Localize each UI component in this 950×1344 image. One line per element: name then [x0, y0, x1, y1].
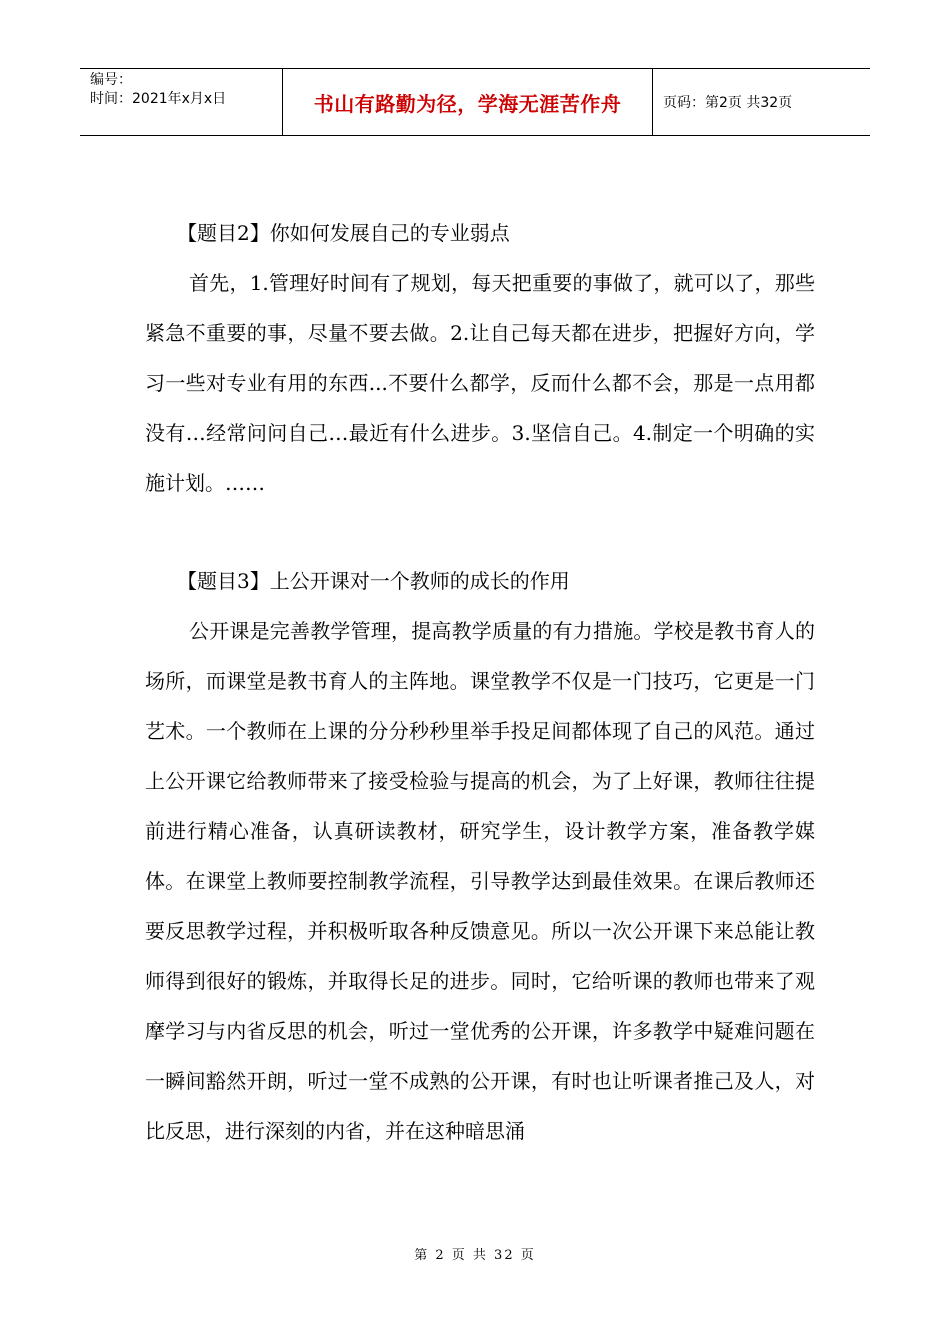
section-spacer	[145, 508, 815, 556]
section-body-3: 公开课是完善教学管理，提高教学质量的有力措施。学校是教书育人的场所，而课堂是教书育人的主阵地。课堂教学不仅是一门技巧，它更是一门艺术。一个教师在上课的分分秒秒里举手投足间都体现了自己的风范。通过上公开课它给教师带来了接受检验与提高的机会，为了上好课，教师往往提前进行精心准备，认真研读教材，研究学生，设计教学方案，准备教学媒体。在课堂上教师要控制教学流程，引导教学达到最佳效果。在课后教师还要反思教学过程，并积极听取各种反馈意见。所以一次公开课下来总能让教师得到很好的锻炼，并取得长足的进步。同时，它给听课的教师也带来了观摩学习与内省反思的机会，听过一堂优秀的公开课，许多教学中疑难问题在一瞬间豁然开朗，听过一堂不成熟的公开课，有时也让听课者推己及人，对比反思，进行深刻的内省，并在这种暗思涌	[145, 619, 815, 1143]
page-footer: 第 2 页 共 32 页	[414, 1248, 536, 1263]
document-header	[80, 68, 870, 136]
section-title-3: 【题目3】上公开课对一个教师的成长的作用	[177, 569, 570, 593]
header-meta	[80, 69, 283, 135]
section-title-2: 【题目2】你如何发展自己的专业弱点	[177, 221, 510, 245]
header-page-info: 页码：第2页 共32页	[663, 95, 793, 111]
document-content	[145, 208, 815, 1156]
header-number-label: 编号：	[90, 72, 132, 88]
header-motto: 书山有路勤为径，学海无涯苦作舟	[283, 69, 653, 135]
section-body-2: 首先，1.管理好时间有了规划，每天把重要的事做了，就可以了，那些紧急不重要的事，尽量不要去做。2.让自己每天都在进步，把握好方向，学习一些对专业有用的东西...不要什么都学，反而什么都不会，那是一点用都没有…经常问问自己…最近有什么进步。3.坚信自己。4.制定一个明确的实施计划。……	[145, 271, 815, 495]
header-time-label: 时间：2021年x月x日	[90, 91, 227, 107]
